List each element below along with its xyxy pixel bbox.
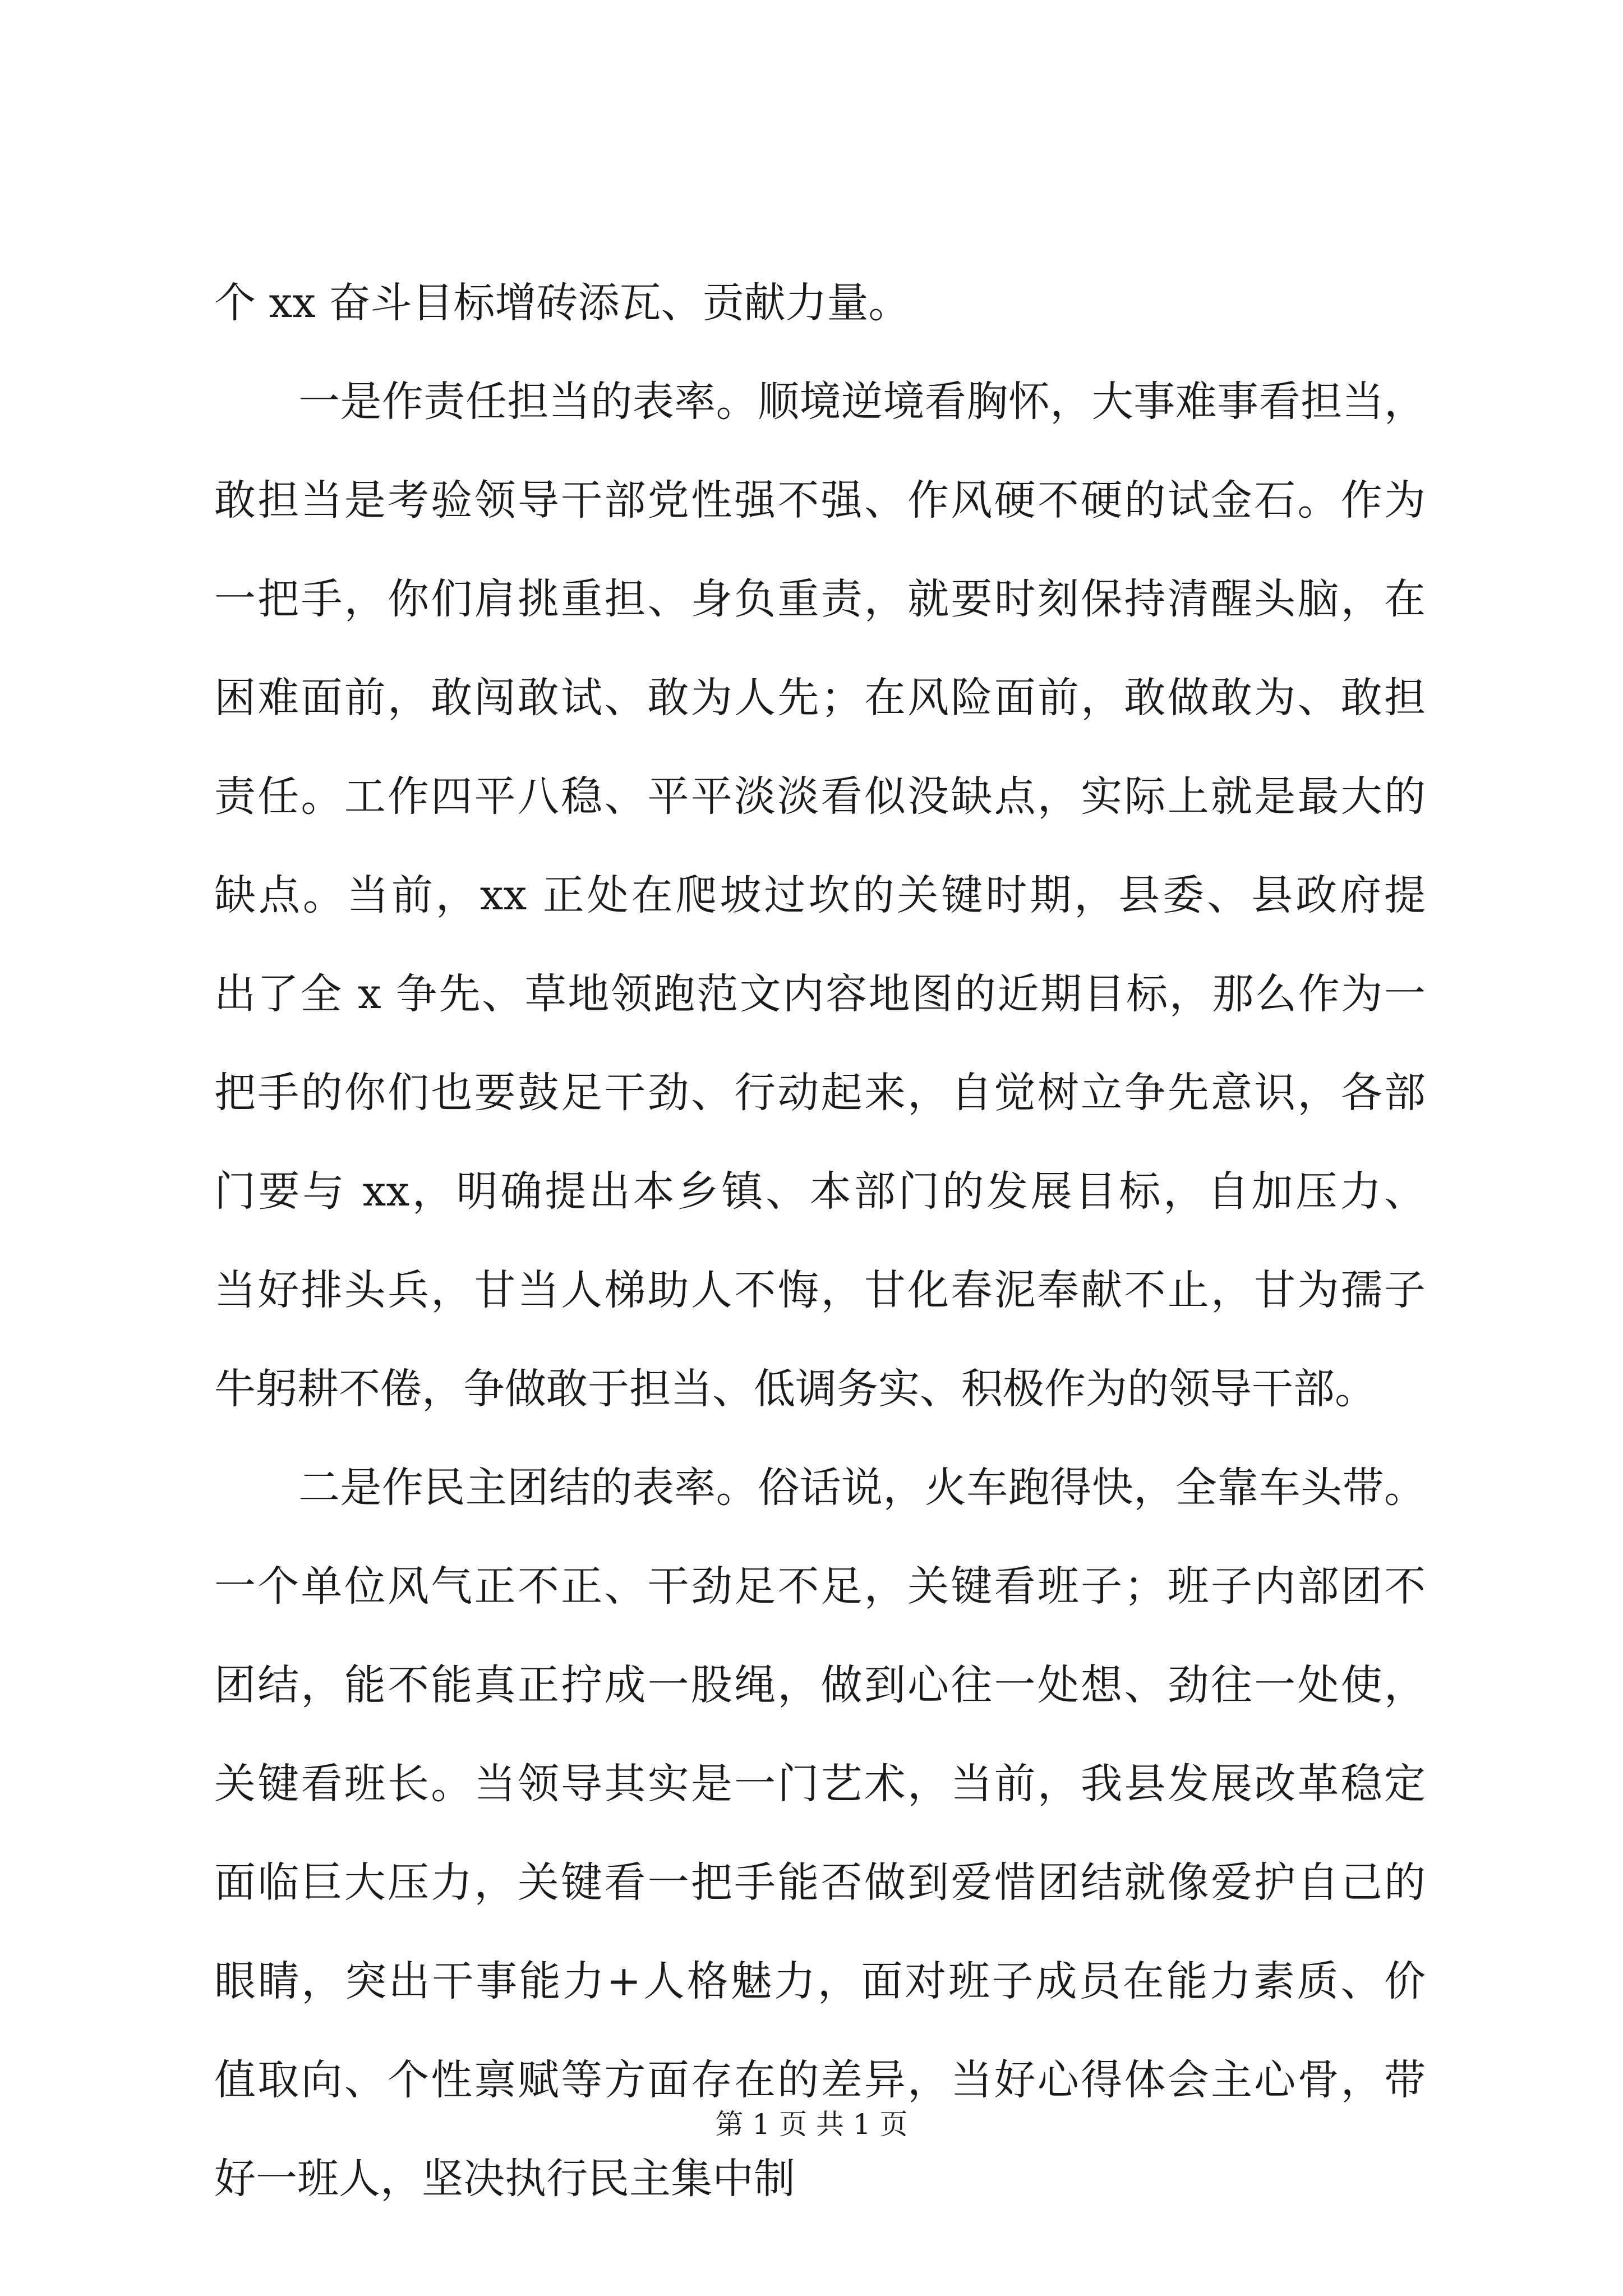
paragraph-2-line: 缺点。当前，xx 正处在爬坡过坎的关键时期，县委、县政府提 [214, 871, 1426, 919]
paragraph-2-line: 一把手，你们肩挑重担、身负重责，就要时刻保持清醒头脑，在 [214, 575, 1426, 623]
paragraph-1-line: 个 xx 奋斗目标增砖添瓦、贡献力量。 [214, 279, 910, 327]
page-footer: 第 1 页 共 1 页 [715, 2108, 908, 2141]
paragraph-3-line: 二是作民主团结的表率。俗话说，火车跑得快，全靠车头带。 [298, 1464, 1426, 1512]
paragraph-3-line: 一个单位风气正不正、干劲足不足，关键看班子；班子内部团不 [214, 1562, 1426, 1611]
paragraph-2-line: 困难面前，敢闯敢试、敢为人先；在风险面前，敢做敢为、敢担 [214, 674, 1426, 722]
paragraph-3-line: 团结，能不能真正拧成一股绳，做到心往一处想、劲往一处使， [214, 1661, 1426, 1709]
paragraph-3-line: 值取向、个性禀赋等方面存在的差异，当好心得体会主心骨，带 [214, 2056, 1426, 2104]
document-body [214, 254, 1426, 2228]
paragraph-2-line: 当好排头兵，甘当人梯助人不悔，甘化春泥奉献不止，甘为孺子 [214, 1266, 1426, 1314]
paragraph-3-line: 好一班人，坚决执行民主集中制 [214, 2155, 795, 2203]
paragraph-2-line: 出了全 x 争先、草地领跑范文内容地图的近期目标，那么作为一 [214, 970, 1426, 1018]
paragraph-2-line: 一是作责任担当的表率。顺境逆境看胸怀，大事难事看担当， [298, 378, 1426, 426]
paragraph-2-line: 门要与 xx，明确提出本乡镇、本部门的发展目标，自加压力、 [214, 1167, 1426, 1216]
paragraph-2-line: 牛躬耕不倦，争做敢于担当、低调务实、积极作为的领导干部。 [214, 1365, 1376, 1413]
paragraph-3-line: 面临巨大压力，关键看一把手能否做到爱惜团结就像爱护自己的 [214, 1858, 1426, 1907]
paragraph-2-line: 把手的你们也要鼓足干劲、行动起来，自觉树立争先意识，各部 [214, 1069, 1426, 1117]
paragraph-3-line: 眼睛，突出干事能力+人格魅力，面对班子成员在能力素质、价 [214, 1957, 1426, 2005]
paragraph-2-line: 责任。工作四平八稳、平平淡淡看似没缺点，实际上就是最大的 [214, 772, 1426, 821]
paragraph-3-line: 关键看班长。当领导其实是一门艺术，当前，我县发展改革稳定 [214, 1760, 1426, 1808]
paragraph-2-line: 敢担当是考验领导干部党性强不强、作风硬不硬的试金石。作为 [214, 476, 1426, 524]
